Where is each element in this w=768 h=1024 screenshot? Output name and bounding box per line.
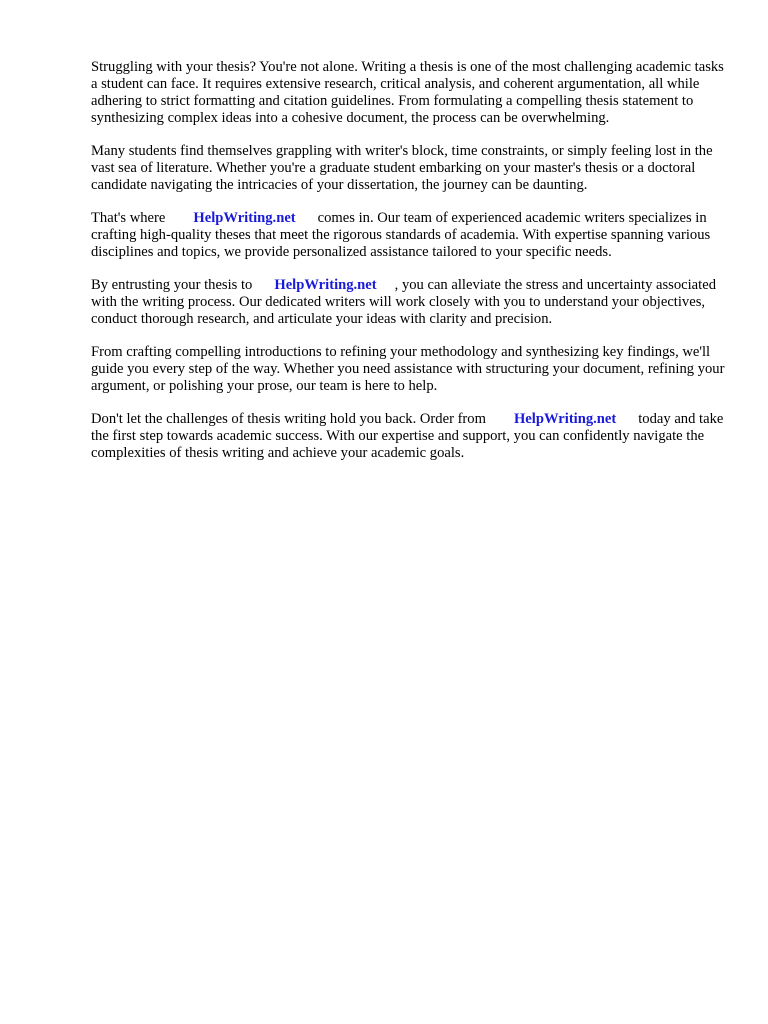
paragraph-text: By entrusting your thesis to — [91, 277, 253, 293]
helpwriting-link[interactable]: HelpWriting.net — [193, 210, 296, 226]
paragraph-text: , you can alleviate the stress and uncertainty associated with the writing process. Our dedicated writers will work closely with you to understand your objectives, conduct thorough research, and articulate your ideas with clarity and precision. — [91, 277, 716, 327]
paragraph-text: That's where — [91, 210, 166, 226]
paragraph-text: comes in. Our team of experienced academic writers specializes in crafting high-quality theses that meet the rigorous standards of academia. With expertise spanning various disciplines and topics, we provide personalized assistance tailored to your specific needs. — [91, 210, 711, 260]
paragraph-text: today and take the first step towards academic success. With our expertise and support, you can confidently navigate the complexities of thesis writing and achieve your academic goals. — [91, 411, 724, 461]
paragraph-thats-where — [91, 210, 731, 261]
paragraph-call-to-action — [91, 411, 731, 462]
paragraph-entrusting — [91, 277, 731, 328]
paragraph-text: Don't let the challenges of thesis writing hold you back. Order from — [91, 411, 486, 427]
paragraph-intro: Struggling with your thesis? You're not alone. Writing a thesis is one of the most challenging academic tasks a student can face. It requires extensive research, critical analysis, and coherent argumentation, all while adhering to strict formatting and citation guidelines. From formulating a compelling thesis statement to synthesizing complex ideas into a cohesive document, the process can be overwhelming. — [91, 59, 724, 126]
paragraph-guidance: From crafting compelling introductions to refining your methodology and synthesizing key findings, we'll guide you every step of the way. Whether you need assistance with structuring your document, refining your argument, or polishing your prose, our team is here to help. — [91, 344, 725, 394]
helpwriting-link[interactable]: HelpWriting.net — [274, 277, 377, 293]
paragraph-struggles: Many students find themselves grappling with writer's block, time constraints, or simply feeling lost in the vast sea of literature. Whether you're a graduate student embarking on your master's thesis or a doctoral candidate navigating the intricacies of your dissertation, the journey can be daunting. — [91, 143, 713, 193]
helpwriting-link[interactable]: HelpWriting.net — [513, 411, 617, 427]
document-body — [91, 59, 731, 478]
